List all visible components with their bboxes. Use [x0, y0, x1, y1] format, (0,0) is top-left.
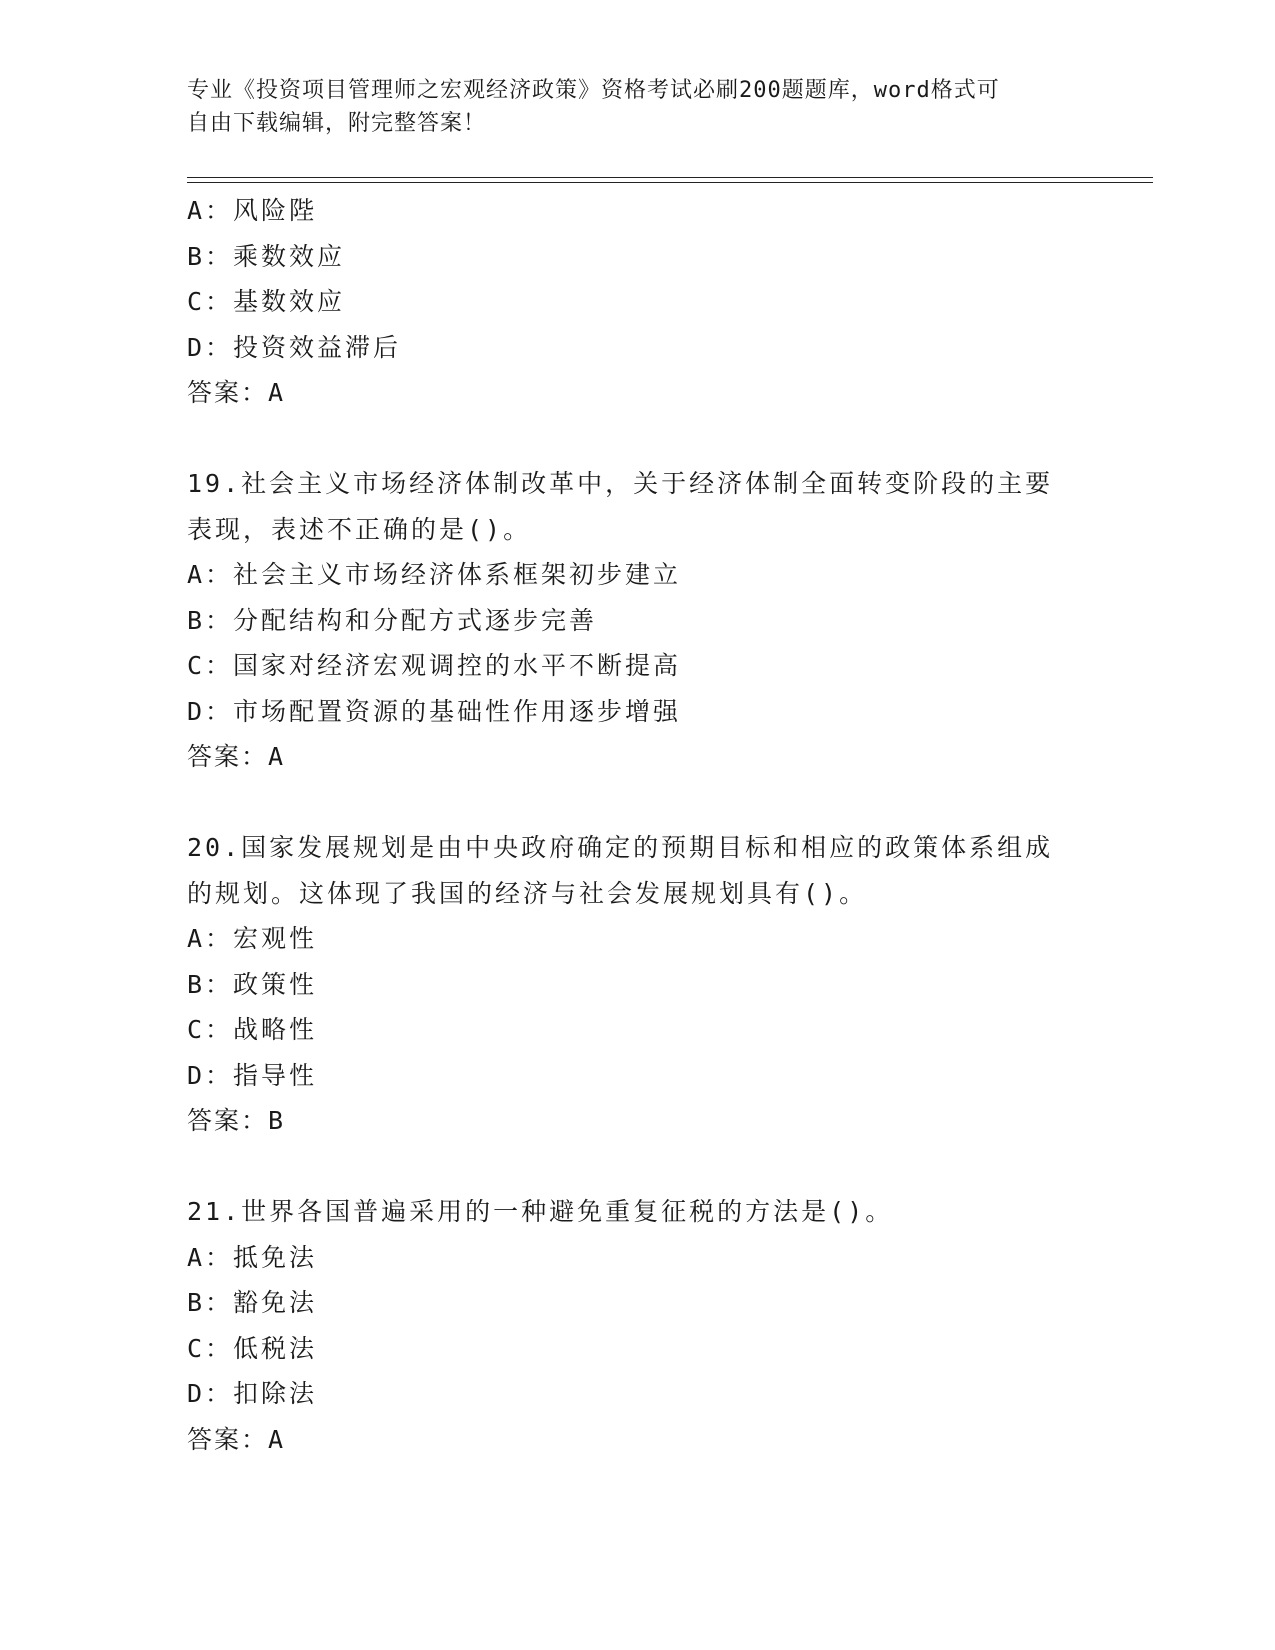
question-text-line-1: 19.社会主义市场经济体制改革中，关于经济体制全面转变阶段的主要	[187, 469, 1054, 498]
answer-line: 答案：A	[187, 1424, 286, 1454]
question-text-line-1: 21.世界各国普遍采用的一种避免重复征税的方法是()。	[187, 1197, 894, 1226]
header-rule-top	[187, 177, 1153, 178]
question-20	[187, 825, 1087, 1144]
question-21	[187, 1189, 1087, 1462]
question-18	[187, 188, 1087, 416]
header-line-1: 专业《投资项目管理师之宏观经济政策》资格考试必刷200题题库，word格式可	[187, 78, 1000, 103]
option-c: C：战略性	[187, 1015, 318, 1044]
header-rule-bottom	[187, 182, 1153, 183]
option-b: B：分配结构和分配方式逐步完善	[187, 605, 598, 635]
document-header	[187, 74, 1087, 140]
option-a: A：风险陛	[187, 196, 318, 225]
option-c: C：国家对经济宏观调控的水平不断提高	[187, 651, 682, 680]
question-text-line-2: 的规划。这体现了我国的经济与社会发展规划具有()。	[187, 878, 868, 908]
option-b: B：豁免法	[187, 1288, 318, 1317]
option-d: D：市场配置资源的基础性作用逐步增强	[187, 696, 682, 726]
question-list	[187, 188, 1087, 1462]
spacer	[187, 416, 1087, 462]
spacer	[187, 1144, 1087, 1190]
option-c: C：低税法	[187, 1333, 318, 1363]
spacer	[187, 780, 1087, 826]
option-c: C：基数效应	[187, 287, 346, 316]
question-text-line-2: 表现，表述不正确的是()。	[187, 514, 532, 544]
question-19	[187, 461, 1087, 780]
answer-line: 答案：B	[187, 1106, 286, 1135]
option-d: D：投资效益滞后	[187, 332, 402, 362]
option-d: D：指导性	[187, 1060, 318, 1090]
question-text-line-1: 20.国家发展规划是由中央政府确定的预期目标和相应的政策体系组成	[187, 833, 1054, 862]
option-a: A：宏观性	[187, 924, 318, 953]
option-d: D：扣除法	[187, 1379, 318, 1408]
answer-line: 答案：A	[187, 378, 286, 407]
option-b: B：乘数效应	[187, 241, 346, 271]
answer-line: 答案：A	[187, 742, 286, 771]
header-line-2: 自由下载编辑，附完整答案！	[187, 111, 487, 136]
option-a: A：社会主义市场经济体系框架初步建立	[187, 560, 682, 589]
option-a: A：抵免法	[187, 1242, 318, 1272]
option-b: B：政策性	[187, 969, 318, 999]
